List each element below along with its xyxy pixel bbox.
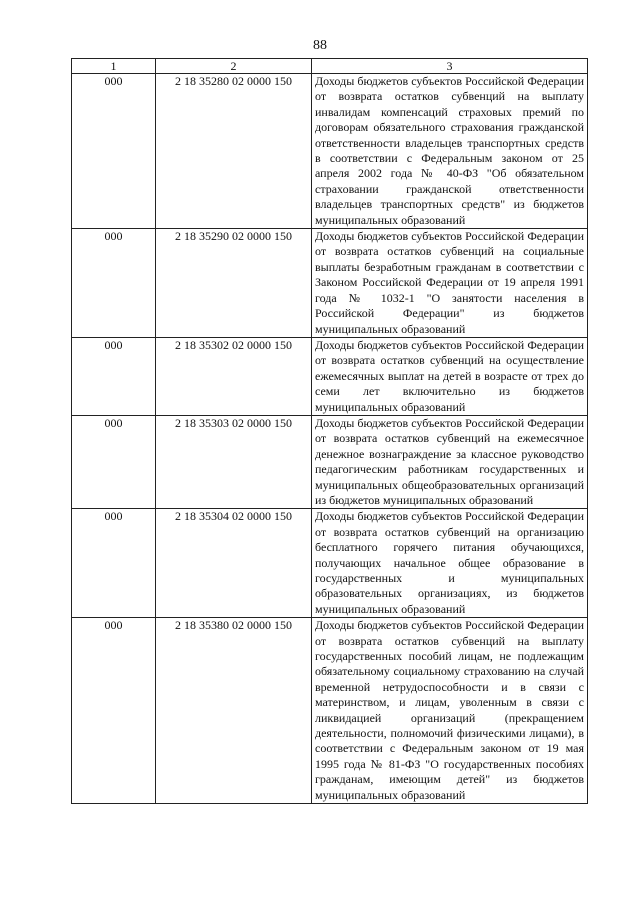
- admin-code-cell: 000: [72, 74, 156, 229]
- column-header-2: 2: [156, 59, 312, 74]
- admin-code-cell: 000: [72, 618, 156, 804]
- column-header-3: 3: [312, 59, 588, 74]
- admin-code-cell: 000: [72, 229, 156, 338]
- page-number: 88: [313, 38, 327, 53]
- budget-code-cell: 2 18 35280 02 0000 150: [156, 74, 312, 229]
- table-row: [72, 415, 588, 508]
- budget-code-cell: 2 18 35302 02 0000 150: [156, 337, 312, 415]
- table-header-row: [72, 59, 588, 74]
- admin-code-cell: 000: [72, 337, 156, 415]
- budget-code-cell: 2 18 35380 02 0000 150: [156, 618, 312, 804]
- column-header-1: 1: [72, 59, 156, 74]
- table-row: [72, 618, 588, 804]
- admin-code-cell: 000: [72, 509, 156, 618]
- table-row: [72, 337, 588, 415]
- revenue-description-cell: Доходы бюджетов субъектов Российской Федерации от возврата остатков субвенций на ежемесячное денежное вознаграждение за классное руководство педагогическим работникам государственных и муниципальных общеобразовательных организаций из бюджетов муниципальных образований: [312, 415, 588, 508]
- budget-code-cell: 2 18 35303 02 0000 150: [156, 415, 312, 508]
- revenue-description-cell: Доходы бюджетов субъектов Российской Федерации от возврата остатков субвенций на осуществление ежемесячных выплат на детей в возрасте от трех до семи лет включительно из бюджетов муниципальных образований: [312, 337, 588, 415]
- table-row: [72, 74, 588, 229]
- budget-code-cell: 2 18 35304 02 0000 150: [156, 509, 312, 618]
- revenue-description-cell: Доходы бюджетов субъектов Российской Федерации от возврата остатков субвенций на социальные выплаты безработным гражданам в соответствии с Законом Российской Федерации от 19 апреля 1991 года № 1032-1 "О занятости населения в Российской Федерации" из бюджетов муниципальных образований: [312, 229, 588, 338]
- budget-revenue-table: [71, 58, 588, 804]
- revenue-description-cell: Доходы бюджетов субъектов Российской Федерации от возврата остатков субвенций на выплату государственных пособий лицам, не подлежащим обязательному социальному страхованию на случай временной нетрудоспособности и в связи с материнством, и лицам, уволенным в связи с ликвидацией организаций (прекращением деятельности, полномочий физическими лицами), в соответствии с Федеральным законом от 19 мая 1995 года № 81-ФЗ "О государственных пособиях гражданам, имеющим детей" из бюджетов муниципальных образований: [312, 618, 588, 804]
- table-row: [72, 229, 588, 338]
- table-row: [72, 509, 588, 618]
- admin-code-cell: 000: [72, 415, 156, 508]
- revenue-description-cell: Доходы бюджетов субъектов Российской Федерации от возврата остатков субвенций на выплату инвалидам компенсаций страховых премий по договорам обязательного страхования гражданской ответственности владельцев транспортных средств в соответствии с Федеральным законом от 25 апреля 2002 года № 40-ФЗ "Об обязательном страховании гражданской ответственности владельцев транспортных средств" из бюджетов муниципальных образований: [312, 74, 588, 229]
- revenue-description-cell: Доходы бюджетов субъектов Российской Федерации от возврата остатков субвенций на организацию бесплатного горячего питания обучающихся, получающих начальное общее образование в государственных и муниципальных образовательных организациях, из бюджетов муниципальных образований: [312, 509, 588, 618]
- budget-code-cell: 2 18 35290 02 0000 150: [156, 229, 312, 338]
